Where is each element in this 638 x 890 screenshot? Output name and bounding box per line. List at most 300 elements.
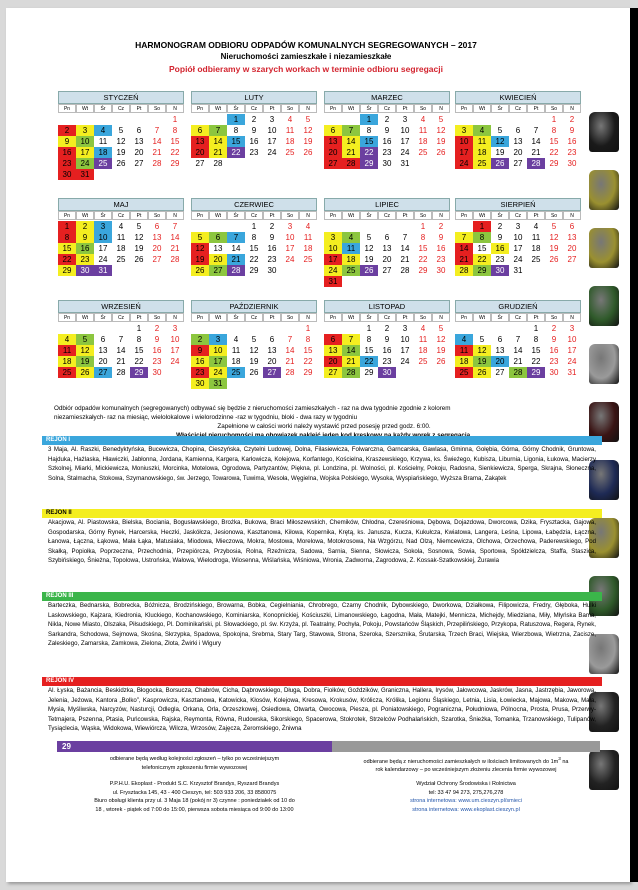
weekday-label: N bbox=[299, 104, 317, 113]
day-cell: 15 bbox=[58, 243, 76, 254]
day-cell: 22 bbox=[360, 147, 378, 158]
weekday-label: Cz bbox=[378, 313, 396, 322]
gray-badge bbox=[332, 741, 600, 752]
weekday-label: N bbox=[299, 313, 317, 322]
empty-cell bbox=[209, 114, 227, 125]
day-cell: 19 bbox=[76, 356, 94, 367]
day-cell: 31 bbox=[94, 265, 112, 276]
day-cell: 17 bbox=[567, 346, 577, 355]
weekday-label: So bbox=[414, 211, 432, 220]
day-cell: 9 bbox=[269, 233, 275, 242]
day-cell: 29 bbox=[364, 368, 374, 377]
day-cell: 22 bbox=[227, 147, 245, 158]
day-cell: 19 bbox=[364, 255, 374, 264]
month-4 bbox=[455, 91, 581, 169]
empty-cell bbox=[112, 114, 130, 125]
day-cell: 20 bbox=[382, 255, 392, 264]
day-cell: 11 bbox=[342, 243, 360, 254]
weekday-row bbox=[455, 104, 581, 113]
day-cell: 21 bbox=[170, 244, 180, 253]
day-cell: 5 bbox=[305, 115, 311, 124]
weekday-label: Wt bbox=[76, 211, 94, 220]
day-cell: 8 bbox=[58, 232, 76, 243]
weekday-label: Cz bbox=[112, 104, 130, 113]
weekday-label: Pn bbox=[191, 104, 209, 113]
day-grid bbox=[324, 323, 450, 378]
weekday-label: N bbox=[432, 104, 450, 113]
day-cell: 28 bbox=[285, 368, 295, 377]
weekday-label: So bbox=[545, 313, 563, 322]
day-cell: 13 bbox=[567, 233, 577, 242]
day-grid bbox=[58, 114, 184, 180]
weekday-label: N bbox=[299, 211, 317, 220]
weekday-label: Pn bbox=[324, 313, 342, 322]
day-cell: 24 bbox=[76, 158, 94, 169]
day-cell: 25 bbox=[418, 357, 428, 366]
day-cell: 26 bbox=[473, 367, 491, 378]
day-cell: 5 bbox=[118, 126, 124, 135]
day-cell: 23 bbox=[567, 148, 577, 157]
day-cell: 10 bbox=[400, 126, 410, 135]
bulky-badge: 29 bbox=[57, 741, 337, 752]
weekday-row bbox=[455, 313, 581, 322]
day-cell: 10 bbox=[170, 335, 180, 344]
day-cell: 6 bbox=[569, 222, 575, 231]
day-cell: 7 bbox=[287, 335, 293, 344]
day-cell: 29 bbox=[249, 266, 259, 275]
day-cell: 12 bbox=[364, 244, 374, 253]
day-cell: 29 bbox=[58, 265, 76, 276]
day-cell: 31 bbox=[513, 266, 523, 275]
weekday-label: Pt bbox=[263, 211, 281, 220]
day-cell: 20 bbox=[209, 254, 227, 265]
day-cell: 18 bbox=[342, 254, 360, 265]
region-streets: 3 Maja, Al. Raszki, Benedyktyńska, Bucewicza, Chopina, Cieszyńska, Czytelni Ludowej, Dolna, Filasiewicza, Folwarczna, Garncarska, Gawlasa, Gminna, Gołębia, Górna, Górny Chodnik, Gruntowa, Hajduka, Hażlaska, Hławiczki, Jabłonna, Jordana, Kamienna, Kargera, Karłowicza, Kolejowa, Korfantego, Kościelna, Kraszewskiego, Krzywa, ks. Świeżego, Kubisza, Liburnia, Ligonia, Łukowa, Macierzy Szkolnej, Miarki, Mickiewicza, Moniuszki, Morcinka, Motelowa, Ogrodowa, Partyzantów, Piękna, pl. Londzina, pl. Wolności, pl. Kościelny, Pokoju, Radosna, Sienkiewicza, Sperga, Skrajna, Słoneczna, Solna, Stalmacha, Stokowa, Szymanowskiego, św. Jerzego, Towarowa, Tuwima, Wesoła, Węgielna, Wojska Polskiego, Wysoka, Wyspiańskiego, Wyższa Brama, Zakątek bbox=[48, 446, 596, 482]
day-cell: 3 bbox=[76, 125, 94, 136]
day-cell: 4 bbox=[455, 334, 473, 345]
day-cell: 24 bbox=[400, 148, 410, 157]
day-cell: 5 bbox=[497, 126, 503, 135]
day-cell: 29 bbox=[418, 266, 428, 275]
empty-cell bbox=[281, 323, 299, 334]
office-info bbox=[332, 780, 600, 814]
day-cell: 25 bbox=[116, 255, 126, 264]
day-cell: 7 bbox=[227, 232, 245, 243]
day-cell: 2 bbox=[438, 222, 444, 231]
month-2 bbox=[191, 91, 317, 169]
day-cell: 16 bbox=[191, 356, 209, 367]
month-10 bbox=[191, 300, 317, 389]
weekday-label: Pn bbox=[455, 104, 473, 113]
bulky-note bbox=[57, 755, 332, 772]
weekday-label: Cz bbox=[378, 211, 396, 220]
weekday-label: Wt bbox=[76, 313, 94, 322]
day-cell: 24 bbox=[513, 255, 523, 264]
day-cell: 9 bbox=[154, 335, 160, 344]
day-cell: 6 bbox=[324, 125, 342, 136]
day-cell: 22 bbox=[303, 357, 313, 366]
empty-cell bbox=[130, 114, 148, 125]
day-cell: 5 bbox=[366, 233, 372, 242]
day-cell: 5 bbox=[191, 232, 209, 243]
weekday-label: N bbox=[432, 211, 450, 220]
company-info bbox=[57, 780, 332, 814]
day-cell: 15 bbox=[364, 346, 374, 355]
month-9 bbox=[58, 300, 184, 378]
weekday-label: So bbox=[545, 104, 563, 113]
day-cell: 13 bbox=[191, 136, 209, 147]
day-cell: 21 bbox=[116, 357, 126, 366]
day-cell: 26 bbox=[116, 159, 126, 168]
day-cell: 16 bbox=[249, 137, 259, 146]
weekday-label: Śr bbox=[94, 104, 112, 113]
weekday-label: Cz bbox=[509, 211, 527, 220]
day-cell: 1 bbox=[533, 324, 539, 333]
day-cell: 20 bbox=[98, 357, 108, 366]
weekday-label: So bbox=[148, 211, 166, 220]
region-label: REJON IV bbox=[42, 677, 602, 686]
day-cell: 6 bbox=[324, 334, 342, 345]
day-cell: 6 bbox=[269, 335, 275, 344]
ash-note: Popiół odbieramy w szarych workach w terminie odbioru segregacji bbox=[169, 64, 443, 74]
day-cell: 2 bbox=[384, 324, 390, 333]
day-cell: 14 bbox=[231, 244, 241, 253]
empty-cell bbox=[491, 323, 509, 334]
day-grid bbox=[58, 221, 184, 276]
region-3 bbox=[42, 592, 602, 649]
weekday-label: Pt bbox=[130, 313, 148, 322]
day-cell: 30 bbox=[58, 169, 76, 180]
gray-note-tail: na bbox=[560, 758, 569, 765]
month-name: SIERPIEŃ bbox=[455, 198, 581, 211]
day-cell: 23 bbox=[549, 357, 559, 366]
month-name: LIPIEC bbox=[324, 198, 450, 211]
day-cell: 18 bbox=[455, 356, 473, 367]
day-cell: 28 bbox=[400, 266, 410, 275]
day-cell: 8 bbox=[420, 233, 426, 242]
day-cell: 17 bbox=[285, 244, 295, 253]
weekday-row bbox=[58, 313, 184, 322]
month-name: STYCZEŃ bbox=[58, 91, 184, 104]
day-cell: 29 bbox=[360, 158, 378, 169]
day-cell: 5 bbox=[136, 222, 142, 231]
day-cell: 15 bbox=[477, 244, 487, 253]
day-cell: 30 bbox=[382, 159, 392, 168]
empty-cell bbox=[58, 323, 76, 334]
day-cell: 17 bbox=[209, 356, 227, 367]
day-cell: 20 bbox=[267, 357, 277, 366]
office-link-2[interactable]: strona internetowa: www.ekoplast.cieszyn.pl bbox=[412, 806, 520, 813]
weekday-label: Pn bbox=[58, 104, 76, 113]
weekday-label: N bbox=[563, 104, 581, 113]
day-cell: 11 bbox=[231, 346, 241, 355]
day-cell: 2 bbox=[269, 222, 275, 231]
day-cell: 11 bbox=[303, 233, 313, 242]
day-grid bbox=[455, 114, 581, 169]
day-cell: 23 bbox=[249, 148, 259, 157]
day-cell: 20 bbox=[324, 356, 342, 367]
day-cell: 27 bbox=[495, 368, 505, 377]
day-cell: 31 bbox=[324, 276, 342, 287]
weekday-label: Śr bbox=[94, 211, 112, 220]
month-5 bbox=[58, 198, 184, 276]
day-cell: 12 bbox=[303, 126, 313, 135]
day-cell: 1 bbox=[58, 221, 76, 232]
day-cell: 27 bbox=[324, 158, 342, 169]
company-line-2: ul. Frysztacka 145, 43 - 400 Cieszyn, tel: 503 933 206, 33 8580075 bbox=[112, 789, 277, 796]
day-cell: 4 bbox=[533, 222, 539, 231]
day-cell: 3 bbox=[455, 125, 473, 136]
weekday-label: N bbox=[432, 313, 450, 322]
day-cell: 19 bbox=[303, 137, 313, 146]
page-edge bbox=[630, 8, 638, 882]
day-cell: 30 bbox=[491, 265, 509, 276]
day-cell: 18 bbox=[418, 346, 428, 355]
day-cell: 31 bbox=[567, 368, 577, 377]
day-cell: 7 bbox=[515, 335, 521, 344]
day-cell: 3 bbox=[515, 222, 521, 231]
day-cell: 26 bbox=[134, 255, 144, 264]
day-cell: 11 bbox=[531, 233, 541, 242]
month-12 bbox=[455, 300, 581, 378]
day-cell: 30 bbox=[267, 266, 277, 275]
day-cell: 21 bbox=[455, 254, 473, 265]
month-name: MARZEC bbox=[324, 91, 450, 104]
day-cell: 27 bbox=[134, 159, 144, 168]
day-cell: 30 bbox=[378, 367, 396, 378]
weekday-row bbox=[324, 104, 450, 113]
day-cell: 28 bbox=[527, 158, 545, 169]
month-11 bbox=[324, 300, 450, 378]
region-4 bbox=[42, 677, 602, 734]
day-cell: 26 bbox=[549, 255, 559, 264]
weekday-label: Wt bbox=[76, 104, 94, 113]
day-cell: 6 bbox=[136, 126, 142, 135]
day-cell: 23 bbox=[76, 254, 94, 265]
day-cell: 8 bbox=[551, 126, 557, 135]
day-cell: 21 bbox=[513, 357, 523, 366]
weekday-row bbox=[191, 211, 317, 220]
day-cell: 31 bbox=[400, 159, 410, 168]
day-cell: 1 bbox=[136, 324, 142, 333]
day-cell: 15 bbox=[249, 244, 259, 253]
day-cell: 25 bbox=[531, 255, 541, 264]
day-cell: 26 bbox=[303, 148, 313, 157]
day-cell: 12 bbox=[436, 126, 446, 135]
empty-cell bbox=[324, 114, 342, 125]
day-cell: 10 bbox=[285, 233, 295, 242]
day-cell: 11 bbox=[58, 345, 76, 356]
day-cell: 15 bbox=[170, 137, 180, 146]
day-cell: 31 bbox=[209, 378, 227, 389]
day-cell: 2 bbox=[497, 222, 503, 231]
day-cell: 23 bbox=[382, 148, 392, 157]
day-cell: 29 bbox=[473, 265, 491, 276]
day-cell: 8 bbox=[251, 233, 257, 242]
day-cell: 8 bbox=[473, 232, 491, 243]
day-cell: 16 bbox=[491, 243, 509, 254]
day-cell: 21 bbox=[342, 356, 360, 367]
day-cell: 18 bbox=[116, 244, 126, 253]
day-cell: 14 bbox=[116, 346, 126, 355]
day-cell: 3 bbox=[402, 115, 408, 124]
day-cell: 27 bbox=[382, 266, 392, 275]
day-cell: 2 bbox=[58, 125, 76, 136]
empty-cell bbox=[209, 221, 227, 232]
empty-cell bbox=[342, 114, 360, 125]
day-cell: 15 bbox=[134, 346, 144, 355]
day-cell: 4 bbox=[342, 232, 360, 243]
day-cell: 30 bbox=[152, 368, 162, 377]
day-cell: 26 bbox=[76, 367, 94, 378]
day-cell: 5 bbox=[438, 324, 444, 333]
weekday-label: Cz bbox=[245, 104, 263, 113]
day-cell: 4 bbox=[287, 115, 293, 124]
empty-cell bbox=[491, 114, 509, 125]
day-cell: 9 bbox=[551, 335, 557, 344]
weekday-row bbox=[58, 104, 184, 113]
weekday-label: Pn bbox=[191, 211, 209, 220]
day-cell: 14 bbox=[342, 345, 360, 356]
empty-cell bbox=[324, 221, 342, 232]
day-cell: 9 bbox=[569, 126, 575, 135]
day-cell: 3 bbox=[569, 324, 575, 333]
weekday-label: Pn bbox=[58, 211, 76, 220]
day-cell: 28 bbox=[170, 255, 180, 264]
day-cell: 1 bbox=[420, 222, 426, 231]
month-3 bbox=[324, 91, 450, 169]
day-cell: 8 bbox=[233, 126, 239, 135]
day-cell: 20 bbox=[491, 356, 509, 367]
weekday-label: Śr bbox=[491, 211, 509, 220]
day-cell: 4 bbox=[420, 324, 426, 333]
day-cell: 28 bbox=[227, 265, 245, 276]
weekday-label: Pt bbox=[263, 313, 281, 322]
gray-note-line-2: rok kalendarzowy – po wcześniejszym złożeniu zlecenia firmie wywozowej bbox=[375, 767, 557, 774]
day-cell: 18 bbox=[473, 147, 491, 158]
office-line-2: tel: 33 47 94 273, 275,276,278 bbox=[428, 789, 504, 796]
day-cell: 22 bbox=[549, 148, 559, 157]
day-cell: 16 bbox=[567, 137, 577, 146]
empty-cell bbox=[455, 114, 473, 125]
day-grid bbox=[455, 323, 581, 378]
day-cell: 16 bbox=[58, 147, 76, 158]
day-cell: 11 bbox=[418, 335, 428, 344]
info-text bbox=[54, 404, 594, 440]
day-cell: 9 bbox=[251, 126, 257, 135]
empty-cell bbox=[76, 323, 94, 334]
day-cell: 6 bbox=[209, 232, 227, 243]
day-cell: 14 bbox=[531, 137, 541, 146]
day-cell: 1 bbox=[251, 222, 257, 231]
day-cell: 20 bbox=[152, 244, 162, 253]
day-cell: 11 bbox=[418, 126, 428, 135]
day-cell: 25 bbox=[455, 367, 473, 378]
day-cell: 19 bbox=[473, 356, 491, 367]
day-grid bbox=[191, 323, 317, 389]
day-cell: 20 bbox=[567, 244, 577, 253]
day-cell: 7 bbox=[342, 334, 360, 345]
day-cell: 23 bbox=[382, 357, 392, 366]
weekday-label: N bbox=[563, 211, 581, 220]
day-cell: 7 bbox=[455, 232, 473, 243]
day-cell: 9 bbox=[497, 233, 503, 242]
empty-cell bbox=[209, 323, 227, 334]
day-cell: 17 bbox=[513, 244, 523, 253]
empty-cell bbox=[191, 114, 209, 125]
day-cell: 1 bbox=[360, 114, 378, 125]
day-cell: 6 bbox=[497, 335, 503, 344]
day-cell: 12 bbox=[436, 335, 446, 344]
day-cell: 9 bbox=[384, 335, 390, 344]
weekday-label: Pn bbox=[455, 211, 473, 220]
region-streets: Al. Łyska, Bażancia, Beskidzka, Błogocka, Borsucza, Chabrów, Cicha, Dąbrowskiego, Długa, Dobra, Fiołków, Goździków, Graniczna, Hallera, Irysów, Jałowcowa, Jaskrów, Jasna, Jastrzębia, Jaworowa, Jelenia, Jeżowa, Kantora „Bolko”, Kasprowicza, Kasztanowa, Katowicka, Kłosów, Kolejowa, Kresowa, Krokusów, Królicza, Królika, Legionu Śląskiego, Letnia, Lisia, Łowiecka, Majowa, Makowa, Mała, Mysia, Myśliwska, Narcyzów, Nasturcji, Odlegla, Orkana, Orla, Orzeszkowej, Osiedlowa, Otwarta, Owocowa, Piesza, pl. Poniatowskiego, Pograniczna, Południowa, Pólnocna, Prosta, Prusa, Przerwy-Tetmajera, Pszenna, Ptasia, Puńcowska, Rajska, Reymonta, Równa, Rudowska, Sikorskiego, Spacerowa, Stokrotek, Strzelców Podhalańskich, Szarotka, Śnieżka, Tomanka, Trzanowskiego, Tulipanów, Tysiąclecia, Wąska, Widokowa, Wiewiórcza, Wilcza, Wrzosów, Zajęcza, Żeromskiego, Żniwna bbox=[48, 687, 596, 733]
gray-note-sup: 3 bbox=[558, 756, 561, 761]
day-cell: 24 bbox=[267, 148, 277, 157]
day-cell: 13 bbox=[152, 233, 162, 242]
weekday-label: So bbox=[281, 104, 299, 113]
empty-cell bbox=[148, 114, 166, 125]
day-cell: 14 bbox=[400, 244, 410, 253]
office-link-1[interactable]: strona internetowa: www.um.cieszyn.pl/smieci bbox=[410, 798, 522, 804]
day-cell: 19 bbox=[249, 357, 259, 366]
day-cell: 26 bbox=[360, 265, 378, 276]
day-cell: 5 bbox=[438, 115, 444, 124]
day-cell: 28 bbox=[152, 159, 162, 168]
day-cell: 12 bbox=[491, 136, 509, 147]
month-7 bbox=[324, 198, 450, 287]
weekday-label: Wt bbox=[473, 211, 491, 220]
day-cell: 16 bbox=[76, 243, 94, 254]
page-title: HARMONOGRAM ODBIORU ODPADÓW KOMUNALNYCH SEGREGOWANYCH – 2017 bbox=[135, 40, 477, 50]
day-cell: 22 bbox=[249, 255, 259, 264]
month-name: LUTY bbox=[191, 91, 317, 104]
empty-cell bbox=[378, 221, 396, 232]
gray-bag-icon bbox=[589, 344, 619, 384]
info-line-3: Zapełnione w całości worki należy wystawić przed posesję przed godz. 6:00. bbox=[217, 423, 431, 430]
day-cell: 28 bbox=[116, 368, 126, 377]
month-6 bbox=[191, 198, 317, 276]
day-cell: 26 bbox=[436, 148, 446, 157]
month-name: KWIECIEŃ bbox=[455, 91, 581, 104]
day-cell: 4 bbox=[118, 222, 124, 231]
day-cell: 20 bbox=[134, 148, 144, 157]
region-2 bbox=[42, 509, 602, 566]
day-cell: 6 bbox=[384, 233, 390, 242]
day-cell: 15 bbox=[531, 346, 541, 355]
day-cell: 20 bbox=[324, 147, 342, 158]
day-cell: 24 bbox=[455, 158, 473, 169]
empty-cell bbox=[324, 323, 342, 334]
day-cell: 30 bbox=[191, 378, 209, 389]
day-cell: 16 bbox=[152, 346, 162, 355]
day-cell: 27 bbox=[195, 159, 205, 168]
empty-cell bbox=[263, 323, 281, 334]
office-line-1: Wydział Ochrony Środowiska i Rolnictwa bbox=[416, 781, 516, 787]
day-cell: 13 bbox=[382, 244, 392, 253]
day-cell: 4 bbox=[94, 125, 112, 136]
day-cell: 7 bbox=[342, 125, 360, 136]
weekday-label: So bbox=[148, 313, 166, 322]
weekday-label: Wt bbox=[209, 211, 227, 220]
region-1 bbox=[42, 436, 602, 483]
day-cell: 23 bbox=[58, 158, 76, 169]
day-cell: 27 bbox=[209, 265, 227, 276]
weekday-label: Cz bbox=[245, 313, 263, 322]
weekday-label: Pt bbox=[130, 104, 148, 113]
weekday-label: So bbox=[148, 104, 166, 113]
day-cell: 27 bbox=[152, 255, 162, 264]
